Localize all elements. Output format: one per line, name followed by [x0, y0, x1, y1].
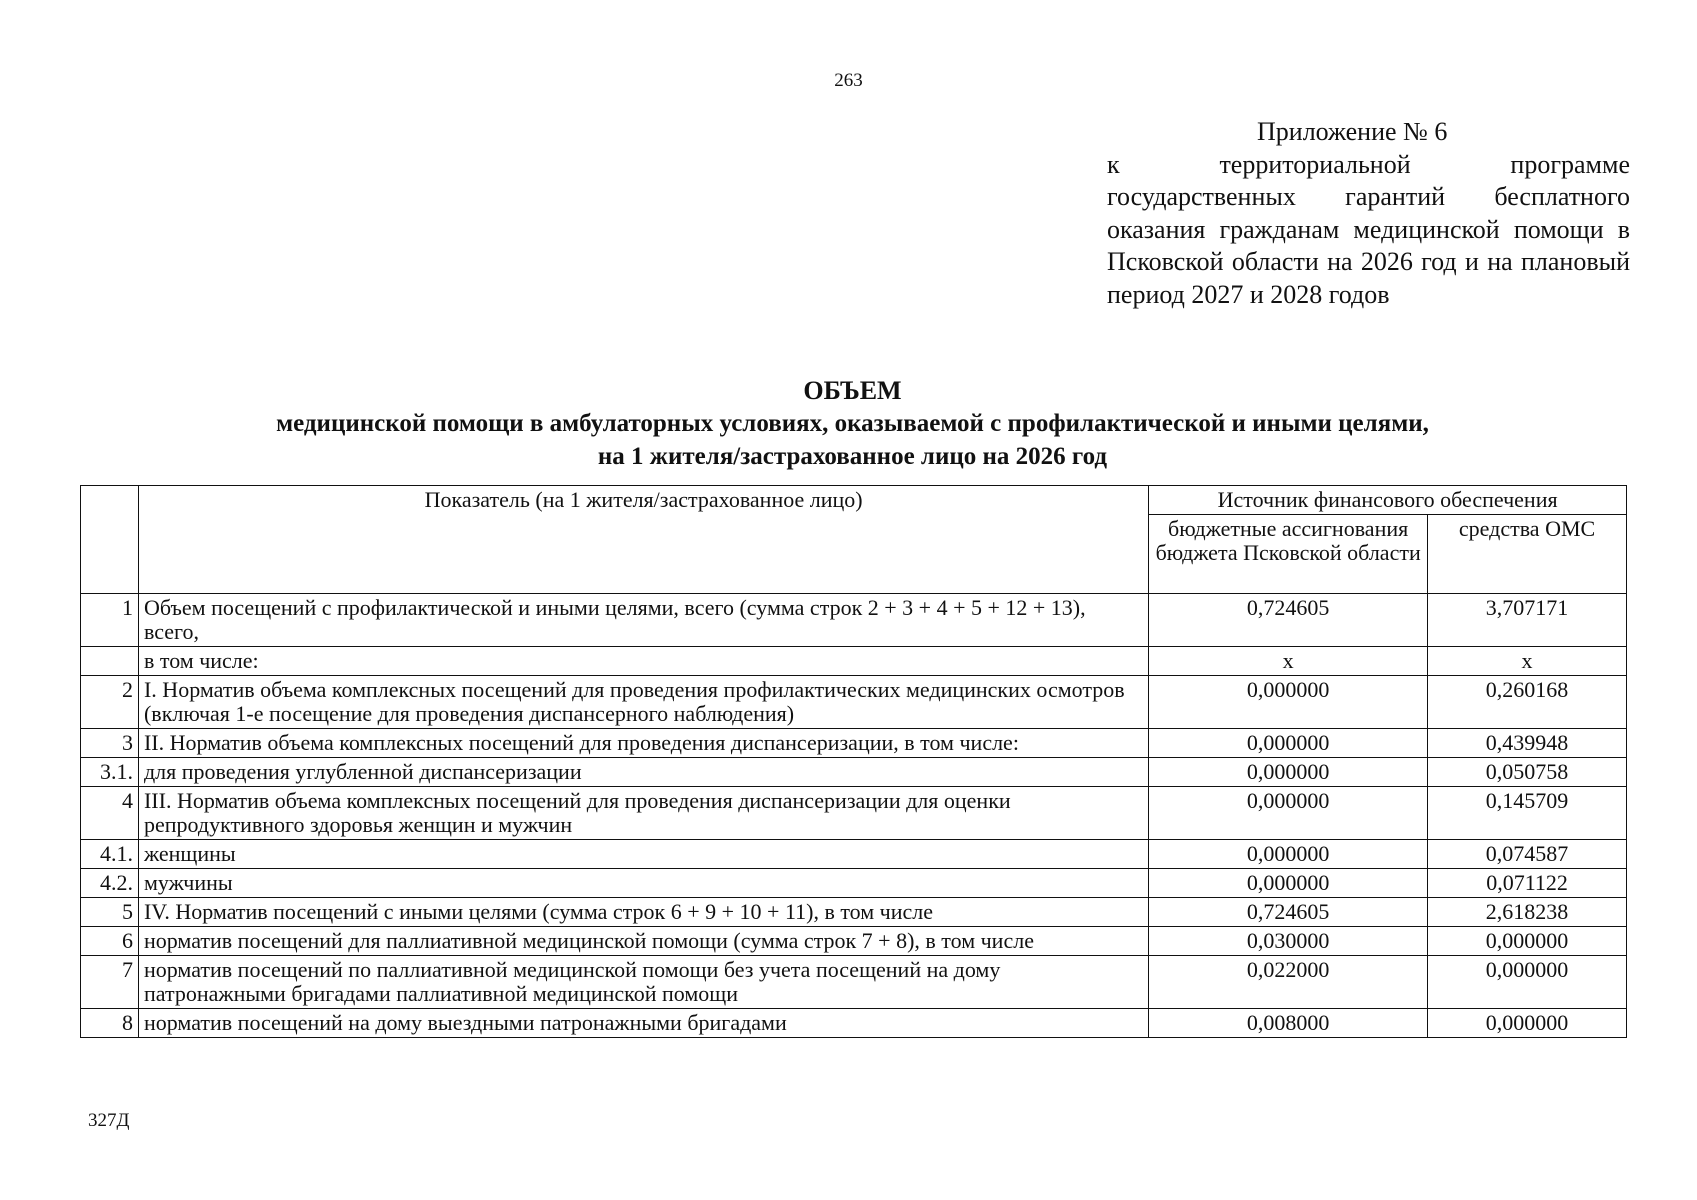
document-title [80, 374, 1625, 473]
appendix-text: к территориальной программе государственных гарантий бесплатного оказания гражданам медицинской помощи в Псковской области на 2026 год и на плановый период 2027 и 2028 годов [1107, 149, 1630, 309]
row-oms-value: 0,050758 [1428, 758, 1627, 787]
row-oms-value: 3,707171 [1428, 594, 1627, 647]
row-number: 4.2. [81, 869, 139, 898]
table-row [81, 787, 1627, 840]
volume-table [80, 485, 1627, 1038]
row-indicator: II. Норматив объема комплексных посещений для проведения диспансеризации, в том числе: [138, 729, 1148, 758]
table-row [81, 869, 1627, 898]
row-indicator: в том числе: [138, 647, 1148, 676]
appendix-title: Приложение № 6 [1257, 117, 1448, 146]
row-budget-value: 0,022000 [1149, 956, 1428, 1009]
row-indicator: мужчины [138, 869, 1148, 898]
row-budget-value: 0,030000 [1149, 927, 1428, 956]
row-number: 8 [81, 1009, 139, 1038]
row-budget-value: 0,000000 [1149, 676, 1428, 729]
row-oms-value: 0,071122 [1428, 869, 1627, 898]
page-number: 263 [834, 70, 863, 91]
row-oms-value: 0,000000 [1428, 956, 1627, 1009]
footer-code: 327Д [88, 1110, 130, 1131]
title-line-1: ОБЪЕМ [803, 376, 902, 405]
row-number: 5 [81, 898, 139, 927]
row-number: 2 [81, 676, 139, 729]
table-body [81, 594, 1627, 1038]
appendix-block [1107, 116, 1630, 311]
row-number: 3.1. [81, 758, 139, 787]
row-indicator: III. Норматив объема комплексных посещений для проведения диспансеризации для оценки репродуктивного здоровья женщин и мужчин [138, 787, 1148, 840]
row-budget-value: 0,000000 [1149, 758, 1428, 787]
row-oms-value: 0,000000 [1428, 927, 1627, 956]
title-line-2: медицинской помощи в амбулаторных условиях, оказываемой с профилактической и иными целями, [276, 410, 1429, 437]
table-header-row [81, 486, 1627, 515]
row-number: 4 [81, 787, 139, 840]
row-oms-value: 0,439948 [1428, 729, 1627, 758]
row-budget-value: 0,008000 [1149, 1009, 1428, 1038]
header-number [81, 486, 139, 594]
row-oms-value: 0,260168 [1428, 676, 1627, 729]
row-budget-value: 0,724605 [1149, 594, 1428, 647]
table-row [81, 647, 1627, 676]
row-oms-value: 0,000000 [1428, 1009, 1627, 1038]
row-indicator: женщины [138, 840, 1148, 869]
row-budget-value: 0,000000 [1149, 840, 1428, 869]
row-number: 4.1. [81, 840, 139, 869]
table-row [81, 956, 1627, 1009]
row-indicator: I. Норматив объема комплексных посещений для проведения профилактических медицинских осмотров (включая 1-е посещение для проведения диспансерного наблюдения) [138, 676, 1148, 729]
title-line-3: на 1 жителя/застрахованное лицо на 2026 год [597, 443, 1108, 470]
row-budget-value: 0,000000 [1149, 787, 1428, 840]
row-indicator: для проведения углубленной диспансеризации [138, 758, 1148, 787]
header-oms: средства ОМС [1428, 515, 1627, 594]
row-indicator: норматив посещений для паллиативной медицинской помощи (сумма строк 7 + 8), в том числе [138, 927, 1148, 956]
row-number: 3 [81, 729, 139, 758]
row-indicator: норматив посещений на дому выездными патронажными бригадами [138, 1009, 1148, 1038]
row-number [81, 647, 139, 676]
header-indicator: Показатель (на 1 жителя/застрахованное лицо) [138, 486, 1148, 594]
row-oms-value: х [1428, 647, 1627, 676]
table-row [81, 676, 1627, 729]
table-row [81, 758, 1627, 787]
header-source: Источник финансового обеспечения [1149, 486, 1627, 515]
row-oms-value: 0,145709 [1428, 787, 1627, 840]
table-row [81, 840, 1627, 869]
header-budget: бюджетные ассигнования бюджета Псковской области [1149, 515, 1428, 594]
table-row [81, 898, 1627, 927]
row-budget-value: 0,000000 [1149, 869, 1428, 898]
row-budget-value: х [1149, 647, 1428, 676]
row-oms-value: 0,074587 [1428, 840, 1627, 869]
table-row [81, 927, 1627, 956]
row-indicator: IV. Норматив посещений с иными целями (сумма строк 6 + 9 + 10 + 11), в том числе [138, 898, 1148, 927]
row-number: 6 [81, 927, 139, 956]
row-indicator: Объем посещений с профилактической и иными целями, всего (сумма строк 2 + 3 + 4 + 5 + 12 + 13), всего, [138, 594, 1148, 647]
row-indicator: норматив посещений по паллиативной медицинской помощи без учета посещений на дому патронажными бригадами паллиативной медицинской помощи [138, 956, 1148, 1009]
row-number: 1 [81, 594, 139, 647]
row-number: 7 [81, 956, 139, 1009]
table-row [81, 729, 1627, 758]
row-budget-value: 0,724605 [1149, 898, 1428, 927]
table-row [81, 594, 1627, 647]
row-budget-value: 0,000000 [1149, 729, 1428, 758]
table-row [81, 1009, 1627, 1038]
row-oms-value: 2,618238 [1428, 898, 1627, 927]
